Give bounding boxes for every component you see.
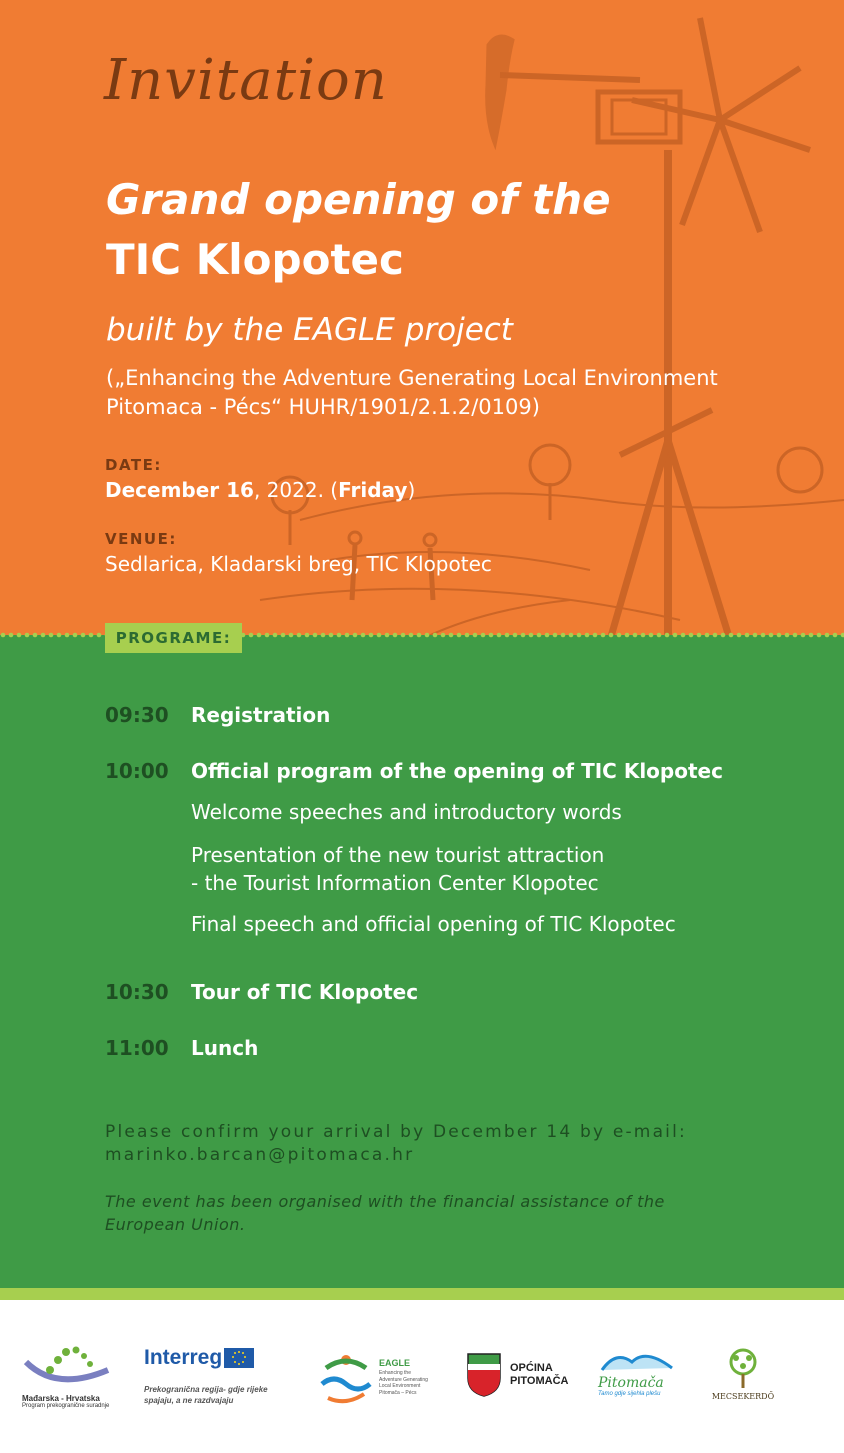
divider-dot [345,633,350,638]
divider-dot [777,633,782,638]
divider-dot [793,633,798,638]
divider-dot [833,633,838,638]
divider-dot [585,633,590,638]
funding-note-line1: The event has been organised with the financial assistance of the [105,1192,665,1211]
divider-dot [313,633,318,638]
mecsekerdo-logo [708,1348,778,1408]
divider-dot [265,633,270,638]
eagle-description [379,1370,428,1396]
huhr-logo-line1: Mađarska - Hrvatska [22,1394,100,1403]
divider-dot [721,633,726,638]
huhr-logo [22,1342,117,1412]
divider-dot [385,633,390,638]
eagle-wordmark: EAGLE [379,1358,411,1368]
programme-detail: Final speech and official opening of TIC Klopotec [191,912,676,936]
project-description [106,364,826,422]
invitation-heading: Invitation [104,48,388,113]
divider-dot [553,633,558,638]
programme-time: 10:30 [105,980,169,1004]
divider-dot [753,633,758,638]
divider-dot [745,633,750,638]
lime-divider [0,1288,844,1300]
divider-dot [401,633,406,638]
huhr-logo-line2: Program prekogranične suradnje [22,1403,110,1409]
divider-dot [785,633,790,638]
divider-dot [633,633,638,638]
opcina-wordmark [510,1362,568,1388]
divider-dot [617,633,622,638]
interreg-tagline-line1: Prekogranična regija- gdje rijeke [144,1385,268,1394]
interreg-tagline [144,1384,279,1406]
project-description-line2: Pitomaca - Pécs“ HUHR/1901/2.1.2/0109) [106,395,540,419]
divider-dot [729,633,734,638]
divider-dot [25,633,30,638]
divider-dot [297,633,302,638]
coat-of-arms-icon [466,1352,502,1398]
divider-dot [57,633,62,638]
divider-dot [425,633,430,638]
divider-dot [665,633,670,638]
divider-dot [305,633,310,638]
divider-dot [513,633,518,638]
programme-time: 10:00 [105,759,169,783]
huhr-logo-mark [22,1342,117,1387]
divider-dot [393,633,398,638]
divider-dot [369,633,374,638]
divider-dot [825,633,830,638]
eagle-description-line2: Adventure Generating [379,1376,428,1383]
programme-badge: PROGRAME: [105,623,242,653]
programme-event: Official program of the opening of TIC Klopotec [191,759,723,783]
divider-dot [577,633,582,638]
divider-dot [705,633,710,638]
mecsekerdo-wordmark: MECSEKERDŐ [711,1392,775,1401]
divider-dot [817,633,822,638]
divider-dot [657,633,662,638]
divider-dot [809,633,814,638]
divider-dot [713,633,718,638]
funding-note-line2: European Union. [105,1215,246,1234]
divider-dot [97,633,102,638]
divider-dot [353,633,358,638]
divider-dot [521,633,526,638]
divider-dot [697,633,702,638]
divider-dot [89,633,94,638]
divider-dot [641,633,646,638]
divider-dot [73,633,78,638]
date-label: DATE: [105,456,162,474]
funding-note [105,1190,805,1236]
interreg-wordmark: Interreg [144,1346,223,1369]
divider-dot [249,633,254,638]
pitomaca-wave-icon [598,1350,678,1376]
event-title-line2: TIC Klopotec [106,235,404,284]
date-value [105,478,415,502]
interreg-tagline-line2: spajaju, a ne razdvajaju [144,1396,234,1405]
eagle-description-line1: Enhancing the [379,1370,411,1376]
opcina-wordmark-line1: OPĆINA [510,1362,553,1374]
divider-dot [489,633,494,638]
date-weekday: Friday [338,478,408,502]
programme-detail: - the Tourist Information Center Klopotec [191,871,599,895]
divider-dot [601,633,606,638]
opcina-logo [466,1352,576,1402]
programme-time: 11:00 [105,1036,169,1060]
eu-flag-icon [224,1348,254,1368]
divider-dot [321,633,326,638]
programme-event: Registration [191,703,331,727]
rsvp-text [105,1121,805,1167]
divider-dot [17,633,22,638]
event-title-line1: Grand opening of the [106,175,611,224]
interreg-logo [144,1346,279,1416]
divider-dot [337,633,342,638]
divider-dot [473,633,478,638]
divider-dot [481,633,486,638]
divider-dot [33,633,38,638]
venue-label: VENUE: [105,530,177,548]
pitomaca-wordmark: Pitomača [598,1375,664,1391]
divider-dot [497,633,502,638]
partner-logos [0,1300,844,1453]
programme-event: Lunch [191,1036,259,1060]
date-year: , 2022. ( [253,478,339,502]
divider-dot [9,633,14,638]
divider-dot [281,633,286,638]
divider-dot [505,633,510,638]
divider-dot [257,633,262,638]
divider-dot [433,633,438,638]
divider-dot [449,633,454,638]
divider-dot [561,633,566,638]
divider-dot [81,633,86,638]
divider-dot [417,633,422,638]
divider-dot [273,633,278,638]
divider-dot [329,633,334,638]
event-title [106,170,611,290]
divider-dot [769,633,774,638]
divider-dot [593,633,598,638]
rsvp-line1: Please confirm your arrival by December 14 by e-mail: [105,1122,687,1142]
divider-dot [625,633,630,638]
eagle-logo [318,1346,433,1410]
divider-dot [441,633,446,638]
divider-dot [361,633,366,638]
programme-time: 09:30 [105,703,169,727]
divider-dot [41,633,46,638]
divider-dot [649,633,654,638]
eagle-description-line3: Local Environment [379,1383,421,1389]
divider-dot [1,633,6,638]
divider-dot [537,633,542,638]
divider-dot [65,633,70,638]
programme-detail: Welcome speeches and introductory words [191,800,622,824]
divider-dot [49,633,54,638]
tree-icon [723,1348,763,1390]
rsvp-email[interactable]: marinko.barcan@pitomaca.hr [105,1145,415,1165]
opcina-wordmark-line2: PITOMAČA [510,1375,569,1387]
divider-dot [289,633,294,638]
divider-dot [465,633,470,638]
divider-dot [409,633,414,638]
divider-dot [689,633,694,638]
divider-dot [529,633,534,638]
pitomaca-tagline: Tamo gdje sijehla plešu [598,1391,661,1397]
divider-dot [457,633,462,638]
project-description-line1: („Enhancing the Adventure Generating Local Environment [106,366,718,390]
event-subtitle: built by the EAGLE project [106,312,513,348]
divider-dot [609,633,614,638]
date-close: ) [407,478,416,502]
divider-dot [673,633,678,638]
divider-dot [737,633,742,638]
divider-dot [761,633,766,638]
eagle-logo-mark [318,1346,374,1406]
divider-dot [377,633,382,638]
divider-dot [801,633,806,638]
divider-dot [545,633,550,638]
venue-value: Sedlarica, Kladarski breg, TIC Klopotec [105,552,492,576]
date-day: December 16 [105,478,254,502]
programme-detail: Presentation of the new tourist attraction [191,843,605,867]
divider-dot [681,633,686,638]
divider-dot [569,633,574,638]
programme-event: Tour of TIC Klopotec [191,980,419,1004]
pitomaca-tourism-logo [598,1350,680,1406]
eagle-description-line4: Pitomača – Pécs [379,1389,417,1396]
